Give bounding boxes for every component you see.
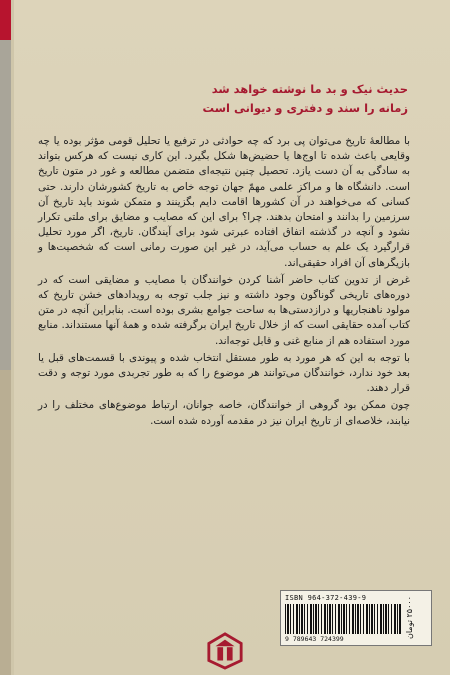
publisher-logo-icon bbox=[206, 632, 244, 670]
blurb-paragraph-2: غرض از تدوین کتاب حاضر آشنا کردن خوانندگان با مصایب و مضایقی است که در دوره‌های تاریخی گوناگون وجود داشته و نیز جلب توجه به رویدادهای خشن تاریخ که مولود ناهنجاریها و درازدستی‌ها به ساحت جوامع بشری بوده است. بنابراین آنچه در متن کتاب آمده حقایقی است که از خلال تاریخ ایران برگرفته شده و همهٔ آنها مستنداند. منابع مورد استفاده هم از منابع غنی و قابل توجه‌اند. bbox=[38, 273, 410, 347]
spine-red-band bbox=[0, 0, 11, 40]
poem-line-2: زمانه را سند و دفتری و دیوانی است bbox=[202, 101, 408, 115]
isbn-text: ISBN 964-372-439-9 bbox=[285, 594, 367, 602]
poem-line-1: حدیث نیک و بد ما نوشته خواهد شد bbox=[211, 82, 408, 96]
blurb-paragraph-3: با توجه به این که هر مورد به طور مستقل انتخاب شده و پیوندی با قسمت‌های قبل یا بعد خود ندارد، خوانندگان می‌توانند هر موضوع را که به طور تجربدی مورد توجه و دقت قرار دهند. bbox=[38, 351, 410, 395]
blurb-text bbox=[38, 134, 410, 431]
blurb-paragraph-4: چون ممکن بود گروهی از خوانندگان، خاصه جوانان، ارتباط موضوع‌های مختلف را در نیابند، خلاصه‌ای از تاریخ ایران نیز در مقدمه آورده شده است. bbox=[38, 399, 410, 427]
spine-highlight bbox=[11, 0, 14, 675]
spine-grey-band bbox=[0, 40, 11, 370]
barcode-bars bbox=[285, 604, 401, 634]
poem-verse bbox=[48, 80, 408, 118]
blurb-paragraph-1: با مطالعهٔ تاریخ می‌توان پی برد که چه حوادثی در ترفیع یا تحلیل قومی مؤثر بوده یا چه وقایعی باعث شده تا اوج‌ها یا حضیض‌ها شکل بگیرد. این کاری نیست که هرکس بتواند به سادگی به آن دست یازد. تحصیل چنین نتیجه‌ای متضمن مطالعه و غور در متون تاریخ است. دانشگاه ها و مراکز علمی مهمّ جهان توجه خاص به تاریخ کشورشان دارند. حتی کسانی که می‌خواهند در آن کشورها اقامت دایم بگزینند و متمکن شوند باید تاریخ آن سرزمین را بدانند و امتحان بدهند. چرا؟ برای این که مصایب و مضایق برای ملتی تکرار نشود و آنچه در گذشته اتفاق افتاده عبرتی شود برای آیندگان. تاریخ، اگر مورد تحلیل قرارگیرد یک علم به حساب می‌آید، در غیر این صورت رمانی است که شخصیت‌ها و بازیگرهای آن افراد حقیقی‌اند. bbox=[38, 135, 410, 269]
barcode-number: 9 789643 724399 bbox=[285, 635, 344, 643]
barcode-sticker bbox=[280, 590, 432, 646]
price-label: ۲۵۰۰۰ تومان bbox=[405, 596, 414, 640]
